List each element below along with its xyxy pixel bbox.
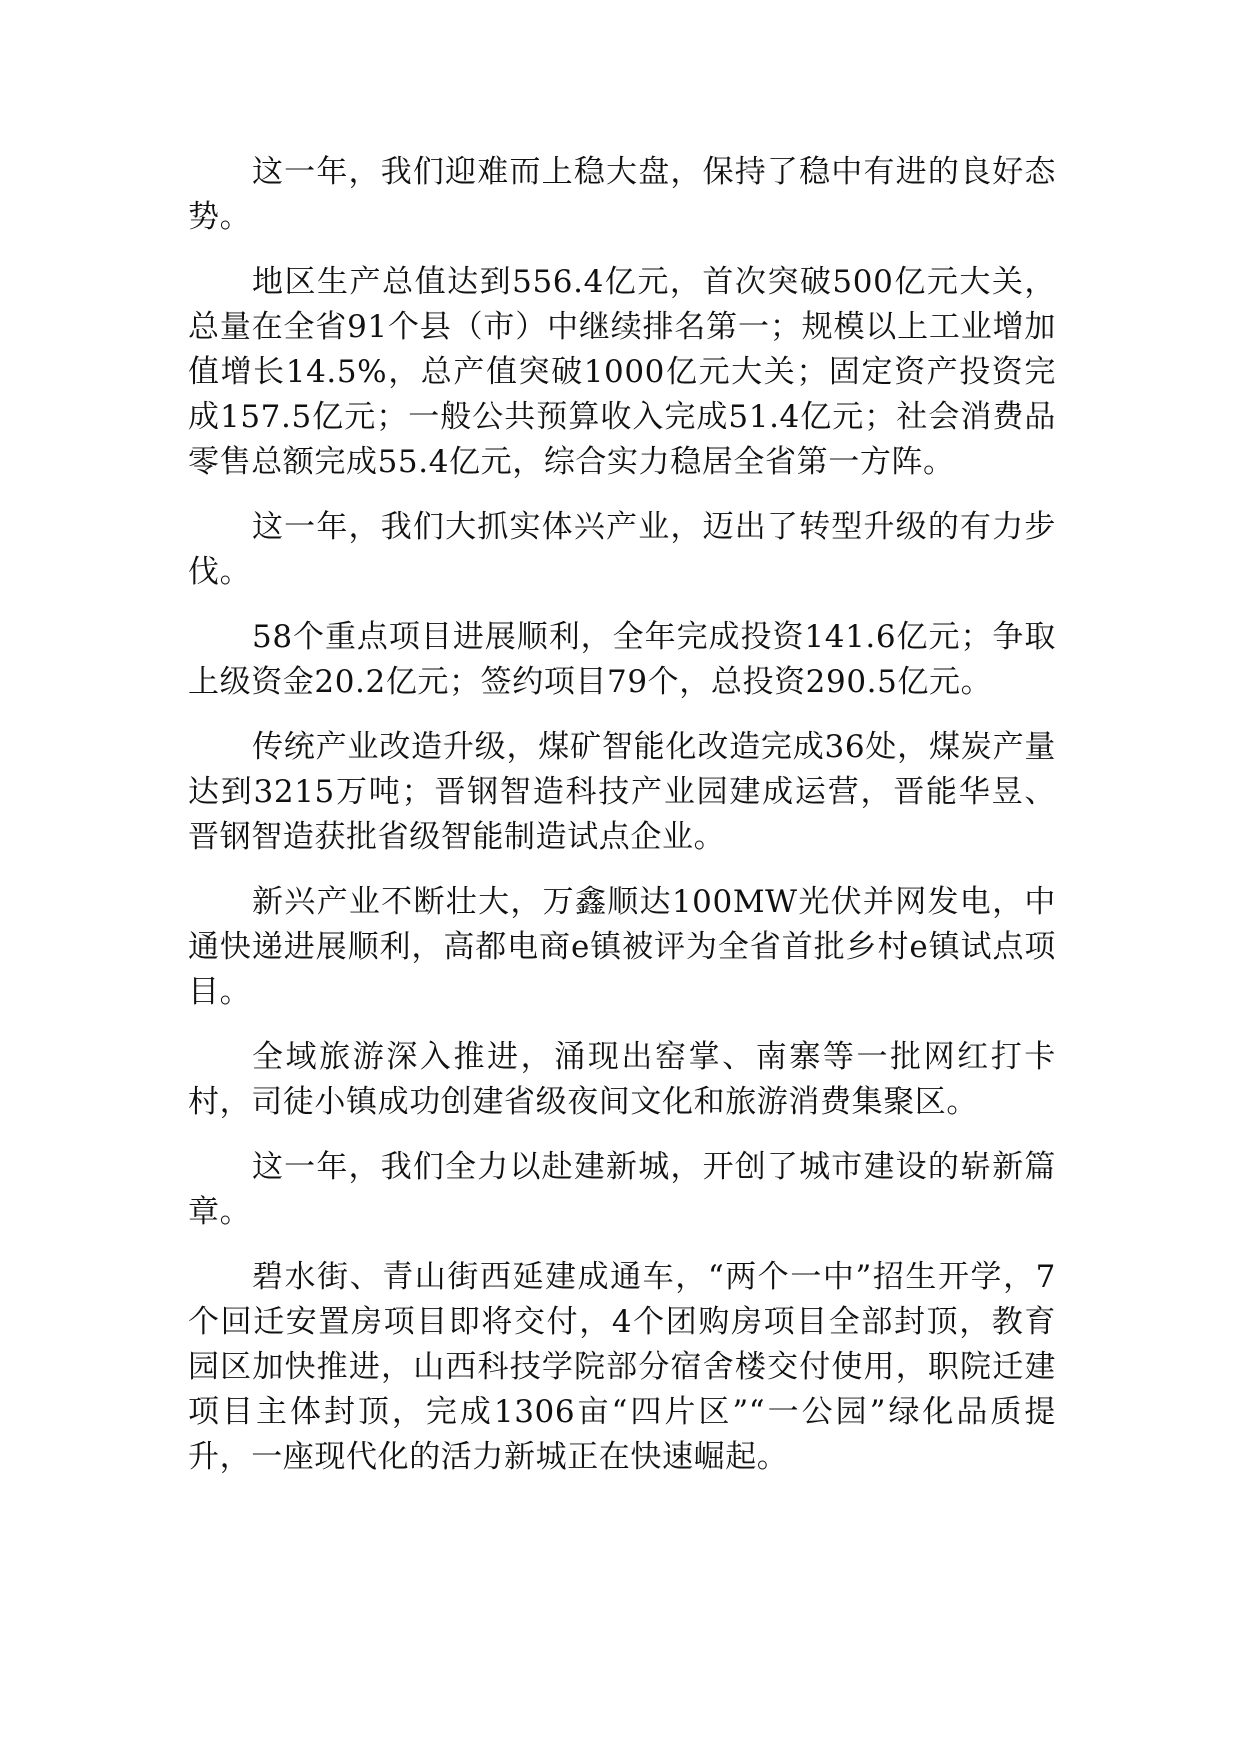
paragraph-tourism: 全域旅游深入推进，涌现出窑掌、南寨等一批网红打卡村，司徒小镇成功创建省级夜间文化和旅游消费集聚区。 bbox=[188, 1039, 1056, 1120]
paragraph-key-projects: 58个重点项目进展顺利，全年完成投资141.6亿元；争取上级资金20.2亿元；签约项目79个，总投资290.5亿元。 bbox=[188, 619, 1056, 700]
paragraph-city-construction: 碧水街、青山街西延建成通车，“两个一中”招生开学，7个回迁安置房项目即将交付，4个团购房项目全部封顶，教育园区加快推进，山西科技学院部分宿舍楼交付使用，职院迁建项目主体封顶，完成1306亩“四片区”“一公园”绿化品质提升，一座现代化的活力新城正在快速崛起。 bbox=[188, 1259, 1056, 1475]
paragraph-summary-3: 这一年，我们全力以赴建新城，开创了城市建设的崭新篇章。 bbox=[188, 1149, 1056, 1230]
paragraph-traditional-industry: 传统产业改造升级，煤矿智能化改造完成36处，煤炭产量达到3215万吨；晋钢智造科技产业园建成运营，晋能华昱、晋钢智造获批省级智能制造试点企业。 bbox=[188, 729, 1056, 855]
paragraph-summary-2: 这一年，我们大抓实体兴产业，迈出了转型升级的有力步伐。 bbox=[188, 509, 1056, 590]
paragraph-emerging-industry: 新兴产业不断壮大，万鑫顺达100MW光伏并网发电，中通快递进展顺利，高都电商e镇被评为全省首批乡村e镇试点项目。 bbox=[188, 884, 1056, 1010]
document-page bbox=[188, 150, 1056, 1500]
paragraph-economy: 地区生产总值达到556.4亿元，首次突破500亿元大关，总量在全省91个县（市）中继续排名第一；规模以上工业增加值增长14.5%，总产值突破1000亿元大关；固定资产投资完成157.5亿元；一般公共预算收入完成51.4亿元；社会消费品零售总额完成55.4亿元，综合实力稳居全省第一方阵。 bbox=[188, 264, 1056, 480]
paragraph-summary-1: 这一年，我们迎难而上稳大盘，保持了稳中有进的良好态势。 bbox=[188, 154, 1056, 235]
